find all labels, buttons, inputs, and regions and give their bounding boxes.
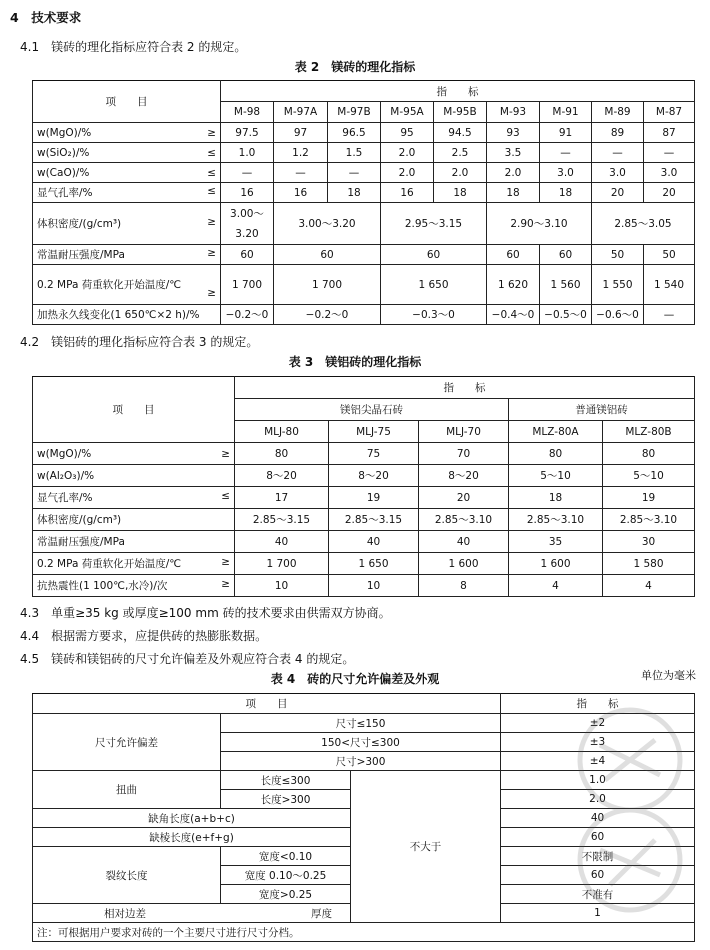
t3-cell: 80 bbox=[603, 443, 695, 465]
t3-cell: 19 bbox=[329, 487, 419, 509]
t4-value: 60 bbox=[501, 866, 695, 885]
t4-cond: 长度≤300 bbox=[221, 771, 351, 790]
t2-cell: 1 700 bbox=[274, 265, 381, 305]
t2-grade: M-89 bbox=[592, 102, 644, 123]
t3-cell: 18 bbox=[509, 487, 603, 509]
t2-grade: M-93 bbox=[487, 102, 540, 123]
t2-cell: 20 bbox=[644, 183, 695, 203]
t2-cell: 3.0 bbox=[644, 163, 695, 183]
t2-cell: 2.0 bbox=[381, 143, 434, 163]
t2-cell: 1 540 bbox=[644, 265, 695, 305]
t4-edge-label: 缺棱长度(e+f+g) bbox=[33, 828, 351, 847]
table2-caption: 表 2 镁砖的理化指标 bbox=[294, 60, 416, 74]
t2-row-label: w(CaO)/% ≤ bbox=[33, 163, 221, 183]
t4-cond: 150<尺寸≤300 bbox=[221, 733, 501, 752]
t2-cell: 97 bbox=[274, 123, 328, 143]
t2-cell: 3.00～3.20 bbox=[274, 203, 381, 245]
t2-row-label: w(SiO₂)/% ≤ bbox=[33, 143, 221, 163]
t2-cell: — bbox=[221, 163, 274, 183]
t3-cell: 2.85～3.15 bbox=[329, 509, 419, 531]
t2-cell: 1 620 bbox=[487, 265, 540, 305]
t2-grade: M-98 bbox=[221, 102, 274, 123]
t3-cell: 40 bbox=[329, 531, 419, 553]
t2-cell: 3.0 bbox=[592, 163, 644, 183]
t3-cell: 1 600 bbox=[419, 553, 509, 575]
t3-cell: 1 700 bbox=[235, 553, 329, 575]
t2-cell: 2.0 bbox=[487, 163, 540, 183]
t2-grade: M-95A bbox=[381, 102, 434, 123]
t2-cell: −0.6～0 bbox=[592, 305, 644, 325]
t3-row-label: 抗热震性(1 100℃,水冷)/次 ≥ bbox=[33, 575, 235, 597]
t2-cell: 60 bbox=[487, 245, 540, 265]
t3-row-label: 显气孔率/% ≤ bbox=[33, 487, 235, 509]
t2-cell: — bbox=[540, 143, 592, 163]
t3-cell: 2.85～3.15 bbox=[235, 509, 329, 531]
t3-grade: MLJ-70 bbox=[419, 421, 509, 443]
t2-cell: 60 bbox=[274, 245, 381, 265]
t2-cell: — bbox=[644, 143, 695, 163]
t3-cell: 1 650 bbox=[329, 553, 419, 575]
t4-value: 不限制 bbox=[501, 847, 695, 866]
t2-cell: 18 bbox=[487, 183, 540, 203]
t4-value: 1 bbox=[501, 904, 695, 923]
t3-cell: 2.85～3.10 bbox=[603, 509, 695, 531]
table2 bbox=[32, 80, 695, 325]
t4-value: ±3 bbox=[501, 733, 695, 752]
t2-cell: 1 560 bbox=[540, 265, 592, 305]
t2-cell: 97.5 bbox=[221, 123, 274, 143]
t3-cell: 80 bbox=[509, 443, 603, 465]
t4-value: ±4 bbox=[501, 752, 695, 771]
t4-note: 注：可根据用户要求对砖的一个主要尺寸进行尺寸分档。 bbox=[33, 923, 695, 942]
t3-cell: 1 580 bbox=[603, 553, 695, 575]
t3-cell: 40 bbox=[419, 531, 509, 553]
t4-value: 1.0 bbox=[501, 771, 695, 790]
t3-index-header: 指 标 bbox=[235, 377, 695, 399]
t2-cell: 3.00～ 3.20 bbox=[221, 203, 274, 245]
t3-cell: 8～20 bbox=[419, 465, 509, 487]
t4-value: 60 bbox=[501, 828, 695, 847]
t3-grade: MLJ-80 bbox=[235, 421, 329, 443]
t4-value: 不准有 bbox=[501, 885, 695, 904]
t2-cell: −0.5～0 bbox=[540, 305, 592, 325]
table3-caption: 表 3 镁铝砖的理化指标 bbox=[288, 355, 422, 369]
t3-cell: 10 bbox=[235, 575, 329, 597]
t3-grade: MLJ-75 bbox=[329, 421, 419, 443]
t2-cell: 50 bbox=[592, 245, 644, 265]
t2-cell: 91 bbox=[540, 123, 592, 143]
t2-cell: −0.4～0 bbox=[487, 305, 540, 325]
t4-value: 40 bbox=[501, 809, 695, 828]
t4-index-header: 指 标 bbox=[501, 694, 695, 714]
t3-row-label: w(MgO)/% ≥ bbox=[33, 443, 235, 465]
t3-cell: 5～10 bbox=[603, 465, 695, 487]
t2-grade: M-97A bbox=[274, 102, 328, 123]
watermark-stamp-icon bbox=[560, 700, 700, 920]
t2-cell: 16 bbox=[274, 183, 328, 203]
table3 bbox=[32, 376, 695, 597]
paragraph-4-2: 4.2 镁铝砖的理化指标应符合表 3 的规定。 bbox=[20, 335, 259, 349]
t2-cell: — bbox=[592, 143, 644, 163]
t2-cell: 94.5 bbox=[434, 123, 487, 143]
t3-cell: 20 bbox=[419, 487, 509, 509]
t2-cell: 16 bbox=[381, 183, 434, 203]
t2-row-label: 体积密度/(g/cm³) ≥ bbox=[33, 203, 221, 245]
t3-group-spinel: 镁铝尖晶石砖 bbox=[235, 399, 509, 421]
t2-cell: — bbox=[328, 163, 381, 183]
t3-cell: 4 bbox=[509, 575, 603, 597]
t4-not-greater: 不大于 bbox=[351, 771, 501, 923]
t3-cell: 70 bbox=[419, 443, 509, 465]
t3-cell: 75 bbox=[329, 443, 419, 465]
table4-caption: 表 4 砖的尺寸允许偏差及外观 bbox=[270, 672, 440, 686]
t2-cell: 60 bbox=[221, 245, 274, 265]
t2-cell: 2.5 bbox=[434, 143, 487, 163]
t4-item-header: 项 目 bbox=[33, 694, 501, 714]
t2-cell: 1 650 bbox=[381, 265, 487, 305]
t2-cell: −0.2～0 bbox=[274, 305, 381, 325]
t2-cell: 96.5 bbox=[328, 123, 381, 143]
t3-cell: 4 bbox=[603, 575, 695, 597]
t4-corner-label: 缺角长度(a+b+c) bbox=[33, 809, 351, 828]
t2-cell: — bbox=[644, 305, 695, 325]
section-heading: 4 技术要求 bbox=[10, 10, 82, 25]
t3-row-label: w(Al₂O₃)/% bbox=[33, 465, 235, 487]
paragraph-4-4: 4.4 根据需方要求，应提供砖的热膨胀数据。 bbox=[20, 629, 268, 643]
t2-cell: 1 550 bbox=[592, 265, 644, 305]
t2-row-label: 加热永久线变化(1 650℃×2 h)/% bbox=[33, 305, 221, 325]
t2-cell: −0.2～0 bbox=[221, 305, 274, 325]
t4-cond: 宽度<0.10 bbox=[221, 847, 351, 866]
t2-cell: 18 bbox=[540, 183, 592, 203]
t2-cell: 93 bbox=[487, 123, 540, 143]
t2-cell: 87 bbox=[644, 123, 695, 143]
t2-row-label: 显气孔率/% ≤ bbox=[33, 183, 221, 203]
t3-cell: 17 bbox=[235, 487, 329, 509]
t2-cell: 60 bbox=[381, 245, 487, 265]
t2-grade: M-91 bbox=[540, 102, 592, 123]
t2-cell: 60 bbox=[540, 245, 592, 265]
t3-row-label: 0.2 MPa 荷重软化开始温度/℃ ≥ bbox=[33, 553, 235, 575]
t3-cell: 5～10 bbox=[509, 465, 603, 487]
t3-cell: 2.85～3.10 bbox=[419, 509, 509, 531]
t2-cell: 2.95～3.15 bbox=[381, 203, 487, 245]
t2-cell: 16 bbox=[221, 183, 274, 203]
t2-index-header: 指 标 bbox=[221, 81, 695, 102]
paragraph-4-1: 4.1 镁砖的理化指标应符合表 2 的规定。 bbox=[20, 40, 247, 54]
t2-cell: 1.2 bbox=[274, 143, 328, 163]
t2-row-label: 常温耐压强度/MPa ≥ bbox=[33, 245, 221, 265]
paragraph-4-5: 4.5 镁砖和镁铝砖的尺寸允许偏差及外观应符合表 4 的规定。 bbox=[20, 652, 355, 666]
t4-cond: 宽度 0.10～0.25 bbox=[221, 866, 351, 885]
t3-cell: 19 bbox=[603, 487, 695, 509]
t2-item-header: 项 目 bbox=[33, 81, 221, 123]
t3-cell: 8～20 bbox=[235, 465, 329, 487]
t2-cell: 1.0 bbox=[221, 143, 274, 163]
t2-cell: 18 bbox=[434, 183, 487, 203]
t4-value: ±2 bbox=[501, 714, 695, 733]
paragraph-4-3: 4.3 单重≥35 kg 或厚度≥100 mm 砖的技术要求由供需双方协商。 bbox=[20, 606, 391, 620]
t2-cell: 18 bbox=[328, 183, 381, 203]
t4-crack: 裂纹长度 bbox=[33, 847, 221, 904]
t3-cell: 40 bbox=[235, 531, 329, 553]
t2-cell: 2.90～3.10 bbox=[487, 203, 592, 245]
t3-cell: 80 bbox=[235, 443, 329, 465]
t2-cell: −0.3～0 bbox=[381, 305, 487, 325]
t2-cell: 3.5 bbox=[487, 143, 540, 163]
t4-cond: 长度>300 bbox=[221, 790, 351, 809]
unit-note: 单位为毫米 bbox=[641, 669, 696, 682]
t4-warp: 扭曲 bbox=[33, 771, 221, 809]
t2-cell: 1.5 bbox=[328, 143, 381, 163]
t4-cond: 尺寸≤150 bbox=[221, 714, 501, 733]
t4-cond: 尺寸>300 bbox=[221, 752, 501, 771]
t3-row-label: 体积密度/(g/cm³) bbox=[33, 509, 235, 531]
t2-cell: 95 bbox=[381, 123, 434, 143]
t2-cell: 1 700 bbox=[221, 265, 274, 305]
t3-cell: 8 bbox=[419, 575, 509, 597]
t2-row-label: w(MgO)/% ≥ bbox=[33, 123, 221, 143]
t2-cell: 50 bbox=[644, 245, 695, 265]
t4-cond: 宽度>0.25 bbox=[221, 885, 351, 904]
t3-cell: 1 600 bbox=[509, 553, 603, 575]
t2-cell: 89 bbox=[592, 123, 644, 143]
t3-group-common: 普通镁铝砖 bbox=[509, 399, 695, 421]
t3-grade: MLZ-80A bbox=[509, 421, 603, 443]
t3-cell: 35 bbox=[509, 531, 603, 553]
t2-grade: M-95B bbox=[434, 102, 487, 123]
t3-cell: 10 bbox=[329, 575, 419, 597]
t3-row-label: 常温耐压强度/MPa bbox=[33, 531, 235, 553]
t2-cell: 2.0 bbox=[381, 163, 434, 183]
t2-cell: 2.0 bbox=[434, 163, 487, 183]
t2-row-label: 0.2 MPa 荷重软化开始温度/℃ ≥ bbox=[33, 265, 221, 305]
t4-value: 2.0 bbox=[501, 790, 695, 809]
t2-grade: M-97B bbox=[328, 102, 381, 123]
t2-grade: M-87 bbox=[644, 102, 695, 123]
t2-cell: 20 bbox=[592, 183, 644, 203]
t4-opposite-label: 相对边差 厚度 bbox=[33, 904, 351, 923]
t2-cell: 2.85～3.05 bbox=[592, 203, 695, 245]
t4-size-tolerance: 尺寸允许偏差 bbox=[33, 714, 221, 771]
t3-grade: MLZ-80B bbox=[603, 421, 695, 443]
t3-cell: 8～20 bbox=[329, 465, 419, 487]
t3-item-header: 项 目 bbox=[33, 377, 235, 443]
t2-cell: 3.0 bbox=[540, 163, 592, 183]
t2-cell: — bbox=[274, 163, 328, 183]
t3-cell: 2.85～3.10 bbox=[509, 509, 603, 531]
t3-cell: 30 bbox=[603, 531, 695, 553]
